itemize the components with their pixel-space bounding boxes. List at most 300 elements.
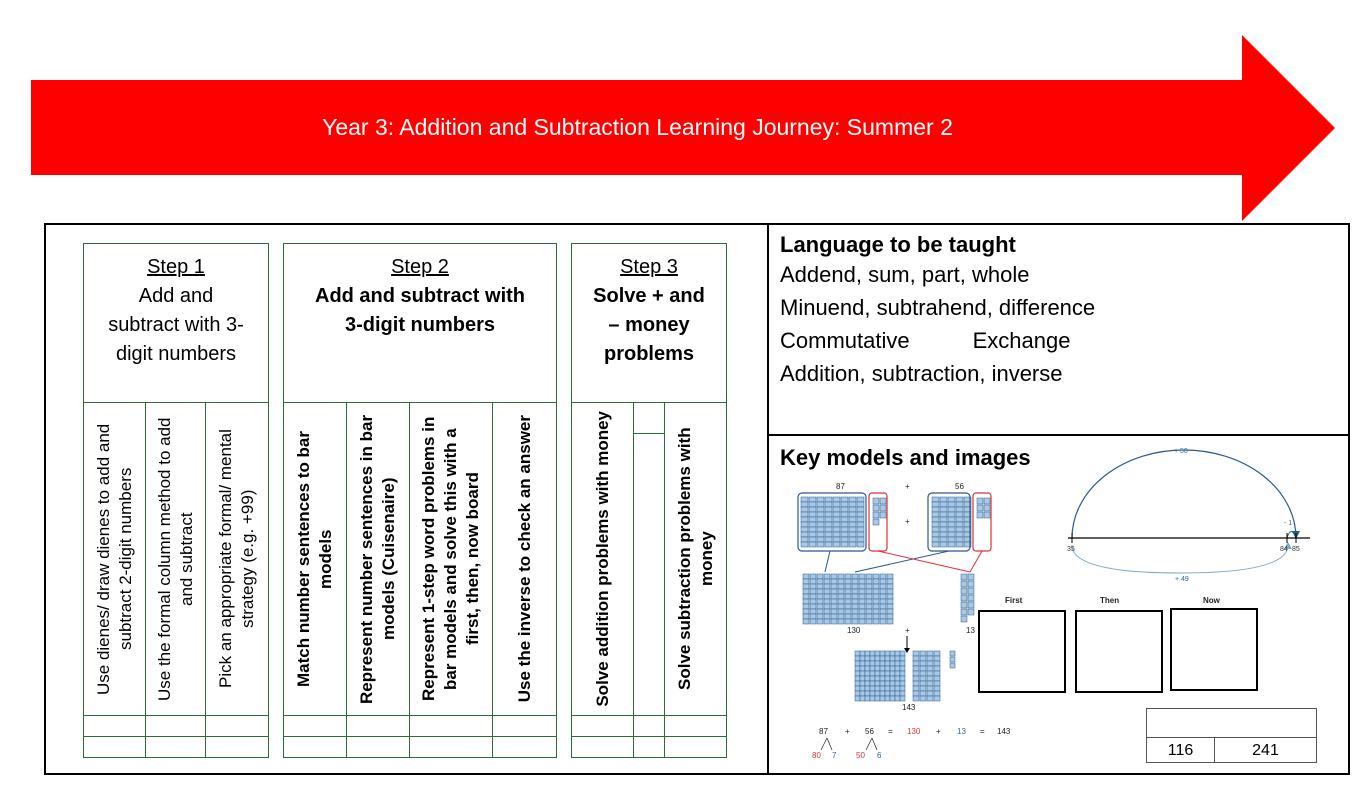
dienes-cube [968, 609, 974, 615]
dienes-unit [849, 497, 856, 502]
dienes-unit [831, 584, 837, 589]
dienes-unit [845, 574, 851, 579]
step-3-title-line: Solve + and [593, 285, 705, 307]
dienes-unit [913, 656, 919, 661]
hundred-square [855, 691, 860, 696]
hundred-square [860, 661, 865, 666]
dienes-unit [845, 579, 851, 584]
step-1-checkbox[interactable] [205, 715, 269, 737]
step-3-spacer-column [633, 433, 665, 716]
bar-model-whole: 241 [1252, 741, 1279, 759]
dienes-unit [913, 696, 919, 701]
hundred-square [895, 686, 900, 691]
dienes-unit [852, 599, 858, 604]
dienes-unit [873, 589, 879, 594]
dienes-unit [932, 502, 939, 507]
dienes-unit [873, 594, 879, 599]
dienes-unit [932, 507, 939, 512]
ftn-board-first [978, 610, 1066, 693]
dienes-unit [927, 651, 933, 656]
hundred-square [895, 656, 900, 661]
dienes-unit [940, 527, 947, 532]
equation-part: 80 [812, 751, 821, 760]
dienes-unit [932, 542, 939, 547]
hundred-square [875, 671, 880, 676]
hundred-square [870, 696, 875, 701]
hundred-square [880, 651, 885, 656]
dienes-unit [845, 594, 851, 599]
dienes-unit [833, 497, 840, 502]
dienes-unit [809, 512, 816, 517]
dienes-unit [940, 517, 947, 522]
dienes-unit [838, 599, 844, 604]
equation-operator: + [936, 727, 941, 736]
dienes-unit [859, 604, 865, 609]
dienes-unit [824, 579, 830, 584]
hundred-square [900, 666, 905, 671]
dienes-unit [857, 542, 864, 547]
dienes-unit [833, 527, 840, 532]
dienes-cube [968, 581, 974, 587]
dienes-unit [831, 594, 837, 599]
step-2-title-line: 3-digit numbers [344, 314, 495, 336]
frame-divider-vertical [767, 223, 769, 775]
dienes-unit [841, 507, 848, 512]
dienes-unit [803, 609, 809, 614]
dienes-unit [873, 604, 879, 609]
dienes-unit [838, 609, 844, 614]
dienes-cube [984, 505, 990, 511]
dienes-cube [984, 498, 990, 504]
step-2-header [283, 243, 557, 403]
dienes-unit [831, 589, 837, 594]
step-3-objective: Solve subtraction problems with money [674, 427, 716, 691]
step-2-checkbox[interactable] [283, 736, 347, 758]
step-2-checkbox[interactable] [492, 715, 557, 737]
dienes-cube [968, 602, 974, 608]
dienes-unit [825, 507, 832, 512]
hundred-square [875, 651, 880, 656]
dienes-unit [866, 614, 872, 619]
dienes-unit [852, 604, 858, 609]
dienes-unit [913, 671, 919, 676]
dienes-unit [838, 584, 844, 589]
hundred-square [865, 691, 870, 696]
hundred-square [895, 661, 900, 666]
step-1-objective: Pick an appropriate formal/ mental strategy (e.g. +99) [216, 429, 257, 689]
dienes-cube [880, 505, 886, 511]
dienes-unit [956, 497, 963, 502]
language-word: Commutative [780, 328, 910, 353]
dienes-unit [956, 512, 963, 517]
step-1-checkbox[interactable] [83, 715, 146, 737]
dienes-unit [932, 512, 939, 517]
dienes-unit [838, 594, 844, 599]
dienes-unit [849, 522, 856, 527]
dienes-unit [801, 512, 808, 517]
hundred-square [895, 691, 900, 696]
dienes-unit [817, 594, 823, 599]
step-2-checkbox[interactable] [283, 715, 347, 737]
dienes-cube [961, 581, 967, 587]
hundred-square [890, 671, 895, 676]
hundred-square [880, 681, 885, 686]
dienes-unit [825, 527, 832, 532]
dienes-unit [859, 594, 865, 599]
dienes-unit [859, 589, 865, 594]
dienes-cube [880, 498, 886, 504]
dienes-unit [817, 512, 824, 517]
dienes-unit [817, 614, 823, 619]
equation-operator: + [845, 727, 850, 736]
hundred-square [860, 651, 865, 656]
hundred-square [870, 661, 875, 666]
dienes-plus: + [905, 517, 910, 526]
dienes-unit [849, 542, 856, 547]
dienes-unit [810, 614, 816, 619]
dienes-unit [887, 604, 893, 609]
number-line-jump-label: + 50 [1174, 448, 1188, 455]
step-2-objective: Match number sentences to bar models [294, 431, 335, 688]
dienes-unit [948, 497, 955, 502]
step-3-checkbox[interactable] [633, 715, 665, 737]
hundred-square [875, 696, 880, 701]
step-2-title-line: Add and subtract with [315, 285, 525, 307]
dienes-unit [857, 512, 864, 517]
dienes-unit [866, 584, 872, 589]
step-3-checkbox[interactable] [571, 715, 634, 737]
step-1-title-line: Add and [138, 285, 214, 307]
models-title: Key models and images [780, 445, 1031, 470]
dienes-unit [927, 666, 933, 671]
hundred-square [880, 676, 885, 681]
dienes-unit [927, 691, 933, 696]
number-line [1060, 445, 1315, 590]
dienes-unit [934, 696, 940, 701]
step-1-checkbox[interactable] [145, 715, 206, 737]
dienes-unit [866, 599, 872, 604]
dienes-cube [873, 512, 879, 518]
dienes-unit [845, 584, 851, 589]
dienes-unit [880, 584, 886, 589]
hundred-square [895, 671, 900, 676]
step-1-column [145, 402, 206, 716]
dienes-unit [873, 609, 879, 614]
dienes-unit [833, 542, 840, 547]
hundred-square [870, 651, 875, 656]
dienes-unit [825, 517, 832, 522]
dienes-unit [852, 584, 858, 589]
dienes-label-130: 130 [847, 626, 861, 635]
dienes-unit [801, 497, 808, 502]
dienes-unit [852, 579, 858, 584]
dienes-unit [824, 599, 830, 604]
dienes-cube [961, 616, 967, 622]
step-3-checkbox[interactable] [664, 736, 727, 758]
dienes-unit [887, 594, 893, 599]
dienes-cube [961, 602, 967, 608]
dienes-label-13: 13 [966, 626, 975, 635]
dienes-cube [873, 505, 879, 511]
dienes-cube [961, 595, 967, 601]
dienes-unit [866, 589, 872, 594]
dienes-cube [950, 651, 955, 656]
dienes-unit [825, 502, 832, 507]
hundred-square [865, 686, 870, 691]
dienes-unit [948, 542, 955, 547]
step-3-checkbox[interactable] [664, 715, 727, 737]
hundred-square [855, 656, 860, 661]
dienes-unit [817, 497, 824, 502]
dienes-unit [838, 579, 844, 584]
dienes-unit [845, 589, 851, 594]
dienes-unit [852, 574, 858, 579]
dienes-unit [920, 696, 926, 701]
dienes-cube [968, 588, 974, 594]
dienes-unit [845, 619, 851, 624]
language-line: Addition, subtraction, inverse [780, 361, 1063, 386]
dienes-unit [934, 651, 940, 656]
dienes-unit [887, 609, 893, 614]
dienes-cube [961, 609, 967, 615]
dienes-cube [873, 498, 879, 504]
ftn-board-then [1075, 610, 1163, 693]
dienes-unit [859, 579, 865, 584]
dienes-unit [817, 609, 823, 614]
dienes-cube [968, 574, 974, 580]
ftn-board-now [1170, 608, 1258, 691]
hundred-square [875, 666, 880, 671]
hundred-square [895, 681, 900, 686]
dienes-unit [857, 522, 864, 527]
dienes-cube [968, 595, 974, 601]
dienes-unit [940, 537, 947, 542]
step-1-column [83, 402, 146, 716]
hundred-square [855, 681, 860, 686]
number-line-jump-label: + 49 [1175, 576, 1189, 583]
dienes-unit [809, 502, 816, 507]
dienes-unit [857, 537, 864, 542]
step-1-heading: Step 1 [147, 256, 205, 278]
dienes-unit [857, 507, 864, 512]
dienes-unit [801, 502, 808, 507]
dienes-unit [913, 661, 919, 666]
dienes-unit [920, 656, 926, 661]
bar-model [1146, 708, 1317, 763]
dienes-unit [880, 579, 886, 584]
hundred-square [885, 651, 890, 656]
step-1-checkbox[interactable] [83, 736, 146, 758]
dienes-unit [849, 507, 856, 512]
dienes-unit [803, 579, 809, 584]
dienes-unit [859, 574, 865, 579]
hundred-square [880, 686, 885, 691]
dienes-unit [841, 527, 848, 532]
hundred-square [895, 696, 900, 701]
dienes-unit [849, 532, 856, 537]
hundred-square [875, 686, 880, 691]
step-1-checkbox[interactable] [145, 736, 206, 758]
dienes-unit [817, 522, 824, 527]
dienes-unit [940, 507, 947, 512]
hundred-square [890, 681, 895, 686]
hundred-square [885, 676, 890, 681]
dienes-unit [824, 594, 830, 599]
dienes-unit [825, 532, 832, 537]
hundred-square [860, 686, 865, 691]
step-3-checkbox[interactable] [571, 736, 634, 758]
hundred-square [880, 661, 885, 666]
step-2-checkbox[interactable] [346, 715, 410, 737]
dienes-unit [841, 532, 848, 537]
dienes-unit [956, 507, 963, 512]
equation-value: 56 [865, 727, 874, 736]
step-1-title-line: digit numbers [115, 343, 237, 365]
dienes-unit [873, 584, 879, 589]
dienes-unit [920, 681, 926, 686]
tens-rods-87 [801, 497, 864, 547]
dienes-label-143: 143 [902, 703, 916, 712]
dienes-cube [961, 574, 967, 580]
dienes-unit [833, 507, 840, 512]
hundred-square [890, 696, 895, 701]
dienes-unit [927, 661, 933, 666]
equation-value: 87 [819, 727, 828, 736]
dienes-unit [887, 619, 893, 624]
dienes-unit [845, 609, 851, 614]
step-2-checkbox[interactable] [492, 736, 557, 758]
dienes-unit [817, 604, 823, 609]
dienes-unit [838, 614, 844, 619]
dienes-unit [809, 537, 816, 542]
dienes-cube [873, 519, 879, 525]
dienes-unit [880, 614, 886, 619]
dienes-unit [824, 609, 830, 614]
dienes-unit [824, 589, 830, 594]
dienes-cube [950, 663, 955, 668]
dienes-unit [956, 532, 963, 537]
hundred-square [895, 676, 900, 681]
hundred-square [885, 661, 890, 666]
dienes-unit [927, 676, 933, 681]
hundred-square [890, 661, 895, 666]
hundred-square [865, 656, 870, 661]
dienes-unit [824, 584, 830, 589]
hundred-square [860, 696, 865, 701]
dienes-unit [887, 614, 893, 619]
hundred-square [890, 656, 895, 661]
dienes-unit [852, 589, 858, 594]
hundred-square [880, 691, 885, 696]
step-2-checkbox[interactable] [346, 736, 410, 758]
ftn-label-now: Now [1203, 596, 1220, 605]
step-1-checkbox[interactable] [205, 736, 269, 758]
dienes-unit [857, 532, 864, 537]
hundred-square [895, 651, 900, 656]
hundred-square [865, 671, 870, 676]
hundred-square [880, 666, 885, 671]
dienes-unit [817, 574, 823, 579]
dienes-unit [866, 574, 872, 579]
dienes-unit [801, 532, 808, 537]
step-3-objective: Solve addition problems with money [592, 411, 612, 707]
dienes-unit [920, 661, 926, 666]
dienes-unit [880, 594, 886, 599]
dienes-cube [961, 588, 967, 594]
dienes-unit [831, 614, 837, 619]
hundred-square [900, 671, 905, 676]
dienes-cube [977, 498, 983, 504]
hundred-square [865, 681, 870, 686]
dienes-unit [934, 686, 940, 691]
hundred-square [860, 676, 865, 681]
hundred-flat [855, 651, 905, 701]
hundred-square [875, 691, 880, 696]
number-line-tick-label: 35 [1067, 546, 1075, 553]
dienes-unit [810, 609, 816, 614]
ones-cubes-87 [873, 498, 886, 525]
dienes-unit [913, 681, 919, 686]
dienes-unit [932, 527, 939, 532]
dienes-unit [803, 604, 809, 609]
dienes-label-87: 87 [836, 482, 845, 491]
hundred-square [870, 681, 875, 686]
step-2-checkbox[interactable] [409, 715, 493, 737]
dienes-label-56: 56 [955, 482, 964, 491]
dienes-unit [880, 574, 886, 579]
dienes-unit [956, 542, 963, 547]
hundred-square [885, 666, 890, 671]
dienes-unit [940, 497, 947, 502]
dienes-unit [824, 619, 830, 624]
equation-part: 50 [856, 751, 865, 760]
dienes-unit [934, 666, 940, 671]
dienes-unit [934, 691, 940, 696]
dienes-unit [927, 671, 933, 676]
dienes-unit [817, 527, 824, 532]
frame-divider-horizontal [767, 434, 1350, 436]
hundred-square [890, 651, 895, 656]
dienes-unit [932, 517, 939, 522]
hundred-square [855, 696, 860, 701]
step-3-checkbox[interactable] [633, 736, 665, 758]
hundred-square [855, 676, 860, 681]
dienes-unit [913, 676, 919, 681]
dienes-unit [913, 691, 919, 696]
hundred-square [885, 696, 890, 701]
step-3-header [571, 243, 727, 403]
dienes-unit [852, 609, 858, 614]
hundred-square [865, 696, 870, 701]
dienes-unit [838, 574, 844, 579]
dienes-unit [934, 681, 940, 686]
step-3-title-line: problems [603, 343, 695, 365]
number-line-tick-label: 85 [1292, 546, 1300, 553]
dienes-unit [948, 507, 955, 512]
dienes-unit [920, 666, 926, 671]
dienes-unit [817, 507, 824, 512]
dienes-unit [920, 691, 926, 696]
dienes-unit [801, 542, 808, 547]
hundred-square [860, 681, 865, 686]
dienes-unit [809, 527, 816, 532]
equation-value: 143 [997, 727, 1011, 736]
step-2-checkbox[interactable] [409, 736, 493, 758]
hundred-square [870, 676, 875, 681]
hundred-square [875, 676, 880, 681]
hundred-square [885, 691, 890, 696]
dienes-unit [833, 512, 840, 517]
